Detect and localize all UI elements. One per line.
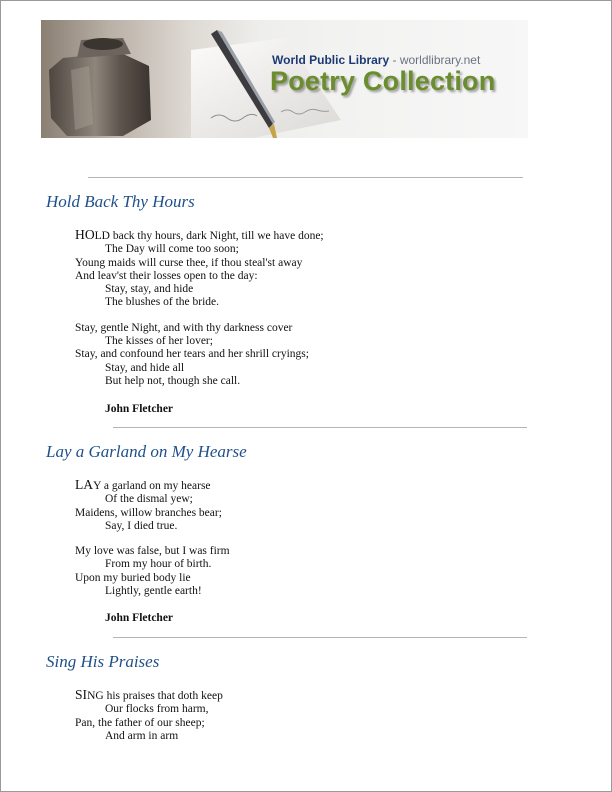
poem-title: Sing His Praises bbox=[46, 652, 160, 671]
line-text: Young maids will curse thee, if thou steal'st away bbox=[75, 256, 303, 269]
poem-line bbox=[75, 257, 545, 270]
line-text: Stay, and confound her tears and her shrill cryings; bbox=[75, 348, 309, 361]
poem-line bbox=[75, 375, 545, 388]
initial-capitals: SI bbox=[75, 687, 88, 702]
divider bbox=[88, 177, 523, 178]
line-text: My love was false, but I was firm bbox=[75, 545, 230, 558]
poem-line bbox=[75, 520, 545, 533]
poem-line bbox=[75, 478, 545, 493]
stanza bbox=[75, 228, 545, 310]
line-text: And leav'st their losses open to the day: bbox=[75, 269, 258, 282]
poem-line bbox=[75, 348, 545, 361]
line-text: Y a garland on my hearse bbox=[93, 480, 211, 492]
line-text: Stay, gentle Night, and with thy darkness cover bbox=[75, 321, 293, 334]
line-text: And arm in arm bbox=[105, 729, 179, 742]
poem-line bbox=[75, 507, 545, 520]
line-text: Of the dismal yew; bbox=[105, 493, 193, 506]
stanza bbox=[75, 322, 545, 388]
poem-body bbox=[75, 228, 545, 400]
initial-capitals: LA bbox=[75, 477, 94, 492]
line-text: From my hour of birth. bbox=[105, 558, 212, 571]
poem-body bbox=[75, 688, 545, 755]
line-text: Maidens, willow branches bear; bbox=[75, 506, 222, 519]
line-text: The Day will come too soon; bbox=[105, 243, 239, 256]
poem-line bbox=[75, 717, 545, 730]
line-text: The blushes of the bride. bbox=[105, 296, 220, 309]
header-banner bbox=[41, 20, 528, 138]
poem-line bbox=[75, 322, 545, 335]
stanza bbox=[75, 545, 545, 598]
line-text: Say, I died true. bbox=[105, 519, 178, 532]
poem-line bbox=[75, 283, 545, 296]
line-text: The kisses of her lover; bbox=[105, 335, 213, 348]
poem-line bbox=[75, 572, 545, 585]
line-text: But help not, though she call. bbox=[105, 374, 241, 387]
poem-author: John Fletcher bbox=[105, 403, 174, 415]
poem-line bbox=[75, 362, 545, 375]
collection-title: Poetry Collection bbox=[270, 66, 496, 96]
poem-title: Hold Back Thy Hours bbox=[46, 192, 195, 211]
poem-line bbox=[75, 243, 545, 256]
poem-line bbox=[75, 558, 545, 571]
poem-line bbox=[75, 703, 545, 716]
line-text: Stay, stay, and hide bbox=[105, 283, 194, 296]
line-text: LD back thy hours, dark Night, till we have done; bbox=[94, 230, 324, 242]
stanza bbox=[75, 478, 545, 533]
poem-line bbox=[75, 545, 545, 558]
poem-line bbox=[75, 585, 545, 598]
line-text: Upon my buried body lie bbox=[75, 571, 191, 584]
initial-capitals: HO bbox=[75, 227, 95, 242]
stanza bbox=[75, 688, 545, 743]
line-text: Our flocks from harm, bbox=[105, 703, 209, 716]
poem-line bbox=[75, 730, 545, 743]
poem-line bbox=[75, 335, 545, 348]
poem-body bbox=[75, 478, 545, 610]
poem-line bbox=[75, 228, 545, 243]
poem-author: John Fletcher bbox=[105, 612, 174, 624]
poem-line bbox=[75, 493, 545, 506]
divider bbox=[113, 427, 527, 428]
line-text: Pan, the father of our sheep; bbox=[75, 716, 205, 729]
line-text: Lightly, gentle earth! bbox=[105, 585, 202, 598]
poem-title: Lay a Garland on My Hearse bbox=[46, 442, 247, 461]
site-name: World Public Library - worldlibrary.net bbox=[272, 53, 481, 67]
line-text: NG his praises that doth keep bbox=[87, 690, 223, 702]
poem-line bbox=[75, 270, 545, 283]
poem-line bbox=[75, 688, 545, 703]
divider bbox=[113, 637, 527, 638]
line-text: Stay, and hide all bbox=[105, 361, 185, 374]
poem-line bbox=[75, 296, 545, 309]
